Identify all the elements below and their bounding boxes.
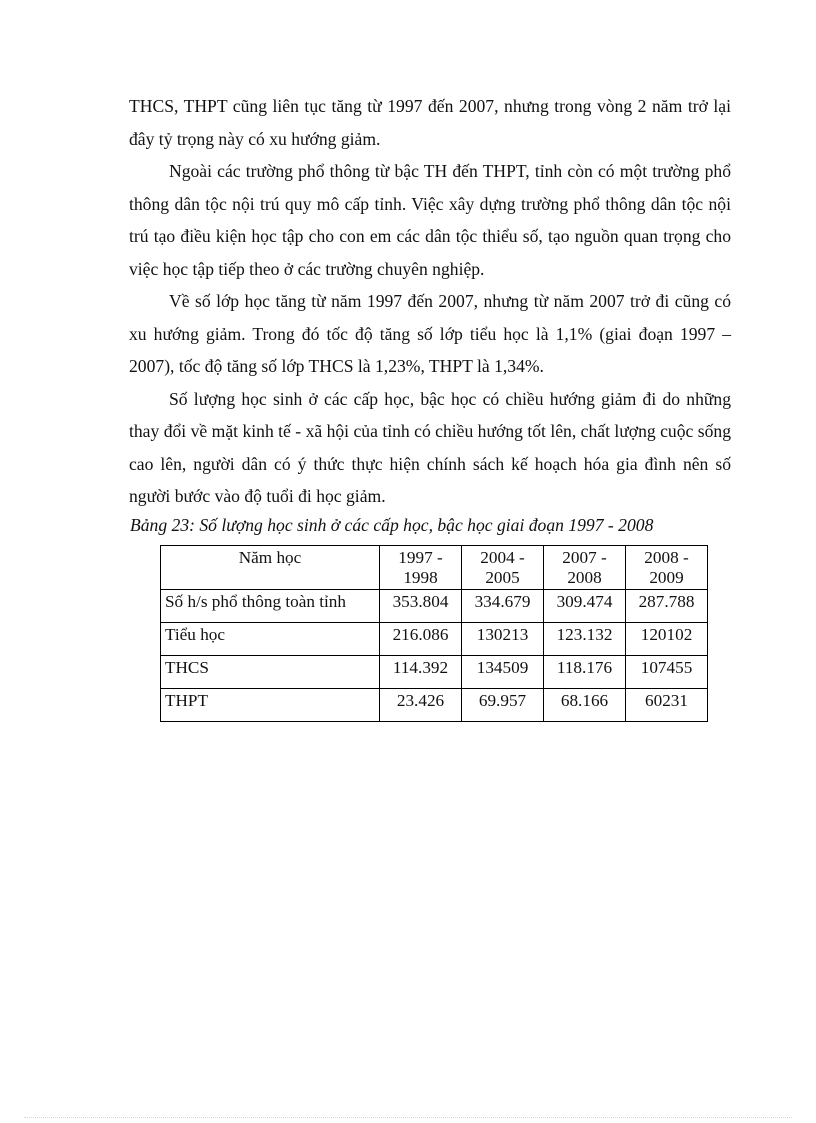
header-year-line2: 2005 — [485, 568, 520, 587]
paragraph-class-count: Về số lớp học tăng từ năm 1997 đến 2007, nhưng từ năm 2007 trở đi cũng có xu hướng giảm. Trong đó tốc độ tăng số lớp tiểu học là 1,1% (giai đoạn 1997 – 2007), tốc độ tăng số lớp THCS là 1,23%, THPT là 1,34%. — [129, 291, 731, 376]
table-row — [161, 623, 708, 656]
header-year-line1: 2004 - — [480, 548, 525, 567]
table-caption: Bảng 23: Số lượng học sinh ở các cấp học, bậc học giai đoạn 1997 - 2008 — [130, 515, 654, 535]
table-cell: 60231 — [626, 689, 708, 722]
table-cell: 334.679 — [462, 590, 544, 623]
row-label: Số h/s phổ thông toàn tỉnh — [161, 590, 380, 623]
header-year-line2: 2009 — [649, 568, 684, 587]
table-cell: 69.957 — [462, 689, 544, 722]
table-cell: 107455 — [626, 656, 708, 689]
table-cell: 123.132 — [544, 623, 626, 656]
body-text — [129, 90, 731, 513]
paragraph-continuation: THCS, THPT cũng liên tục tăng từ 1997 đến 2007, nhưng trong vòng 2 năm trở lại đây tỷ trọng này có xu hướng giảm. — [129, 96, 731, 149]
table-cell: 68.166 — [544, 689, 626, 722]
table-cell: 287.788 — [626, 590, 708, 623]
table-row — [161, 656, 708, 689]
header-year-line1: 2007 - — [562, 548, 607, 567]
table-cell: 134509 — [462, 656, 544, 689]
header-year-line2: 1998 — [403, 568, 438, 587]
header-year-line1: 1997 - — [398, 548, 443, 567]
header-year-line2: 2008 — [567, 568, 602, 587]
table-cell: 130213 — [462, 623, 544, 656]
header-year-2004-2005 — [462, 546, 544, 590]
table-row — [161, 590, 708, 623]
paragraph-boarding-school: Ngoài các trường phổ thông từ bậc TH đến THPT, tỉnh còn có một trường phổ thông dân tộc nội trú quy mô cấp tỉnh. Việc xây dựng trường phổ thông dân tộc nội trú tạo điều kiện học tập cho con em các dân tộc thiểu số, tạo nguồn quan trọng cho việc học tập tiếp theo ở các trường chuyên nghiệp. — [129, 161, 731, 279]
table-row — [161, 689, 708, 722]
row-label: THPT — [161, 689, 380, 722]
table-cell: 120102 — [626, 623, 708, 656]
table-cell: 216.086 — [380, 623, 462, 656]
row-label: Tiểu học — [161, 623, 380, 656]
header-school-year: Năm học — [161, 546, 380, 590]
table-cell: 23.426 — [380, 689, 462, 722]
table-cell: 114.392 — [380, 656, 462, 689]
table-cell: 309.474 — [544, 590, 626, 623]
header-year-2007-2008 — [544, 546, 626, 590]
row-label: THCS — [161, 656, 380, 689]
paragraph-student-count: Số lượng học sinh ở các cấp học, bậc học có chiều hướng giảm đi do những thay đổi về mặt kinh tế - xã hội của tỉnh có chiều hướng tốt lên, chất lượng cuộc sống cao lên, người dân có ý thức thực hiện chính sách kế hoạch hóa gia đình nên số người bước vào độ tuổi đi học giảm. — [129, 388, 731, 506]
header-year-1997-1998 — [380, 546, 462, 590]
student-count-table — [160, 545, 708, 722]
table-cell: 118.176 — [544, 656, 626, 689]
header-year-line1: 2008 - — [644, 548, 689, 567]
page-bottom-divider — [24, 1117, 792, 1118]
table-cell: 353.804 — [380, 590, 462, 623]
header-year-2008-2009 — [626, 546, 708, 590]
table-header-row — [161, 546, 708, 590]
